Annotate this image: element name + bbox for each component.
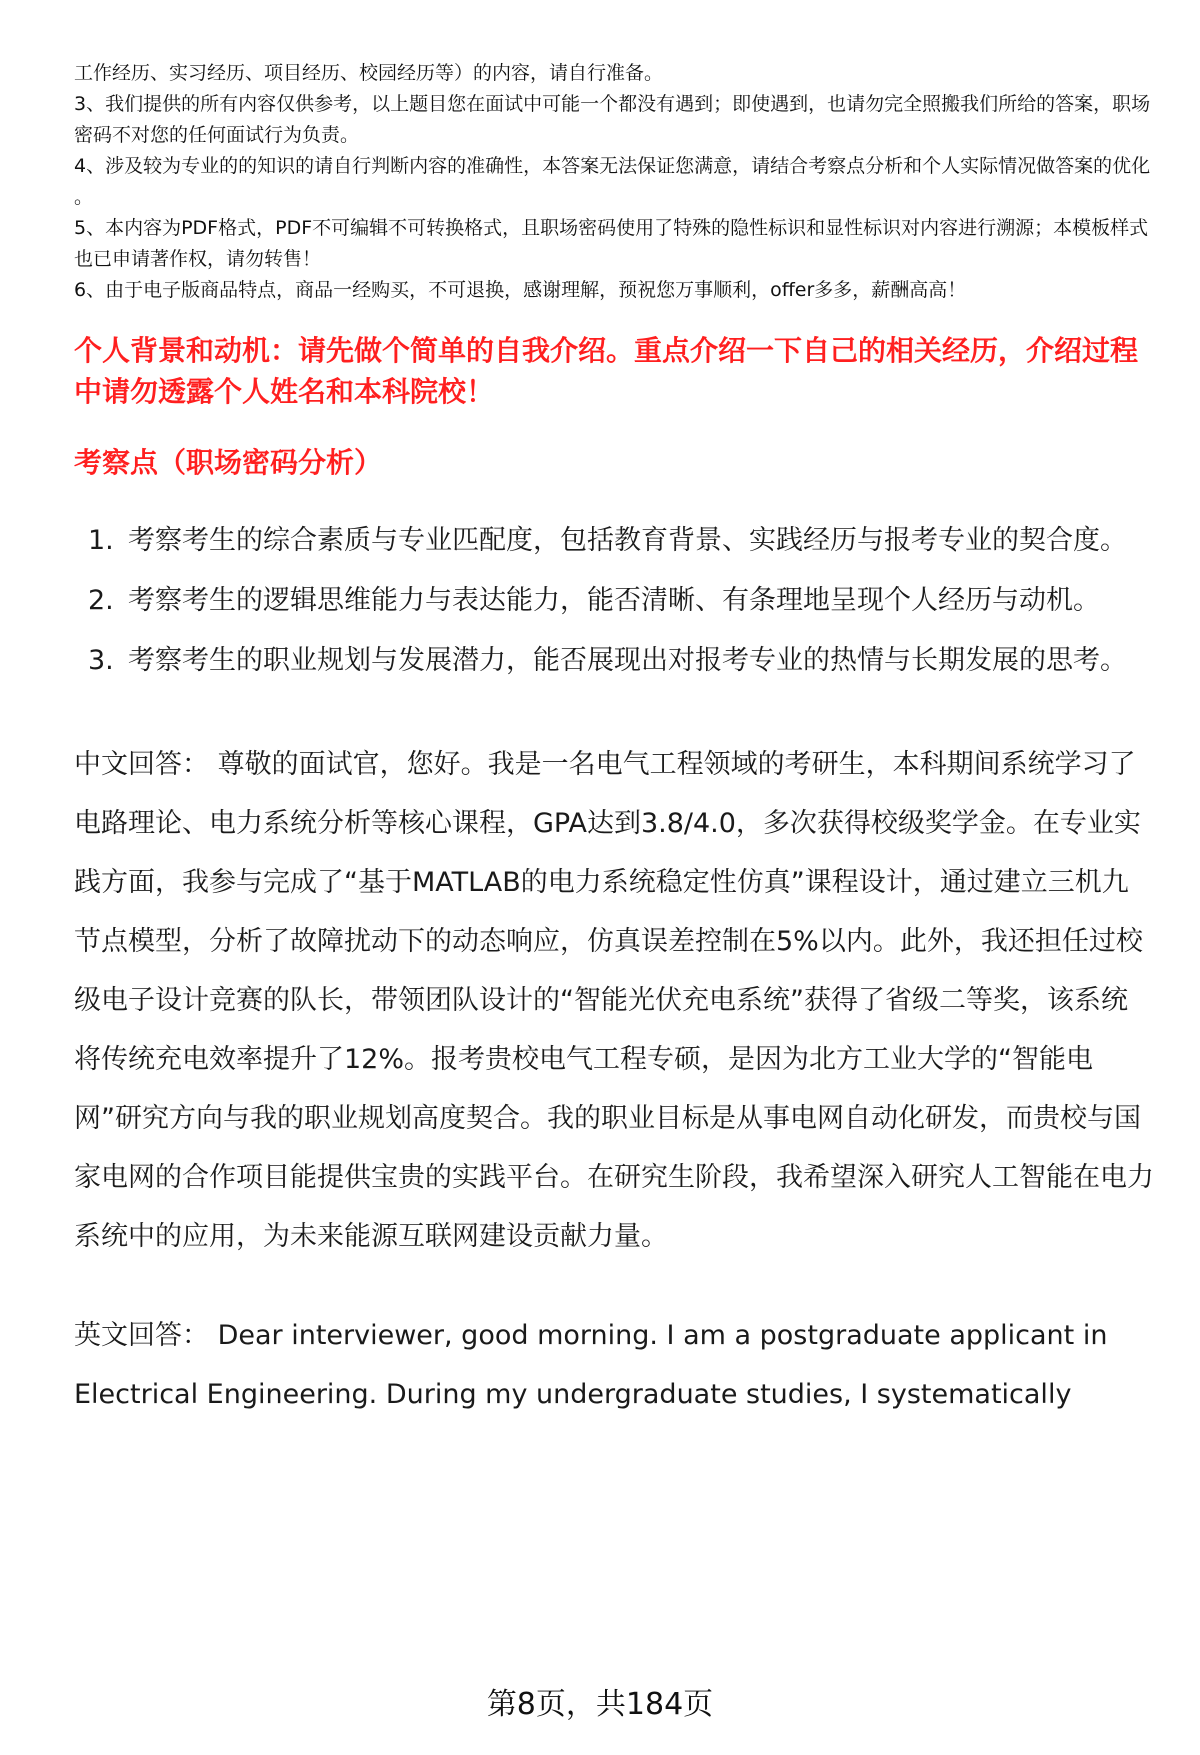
- page-number-footer: 第8页，共184页: [486, 1687, 714, 1722]
- note-line: 4、涉及较为专业的的知识的请自行判断内容的准确性，本答案无法保证您满意，请结合考察点分析和个人实际情况做答案的优化 。: [74, 155, 1151, 208]
- point-text: 考察考生的职业规划与发展潜力，能否展现出对报考专业的热情与长期发展的思考。: [128, 645, 1127, 676]
- document-page: [74, 58, 1154, 1424]
- point-number: 1.: [88, 525, 114, 556]
- analysis-point: [74, 631, 1154, 691]
- notes-block: [74, 58, 1154, 306]
- chinese-answer: 中文回答： 尊敬的面试官，您好。我是一名电气工程领域的考研生，本科期间系统学习了电路理论、电力系统分析等核心课程，GPA达到3.8/4.0，多次获得校级奖学金。在专业实践方面，我参与完成了“基于MATLAB的电力系统稳定性仿真”课程设计，通过建立三机九节点模型，分析了故障扰动下的动态响应，仿真误差控制在5%以内。此外，我还担任过校级电子设计竞赛的队长，带领团队设计的“智能光伏充电系统”获得了省级二等奖，该系统将传统充电效率提升了12%。报考贵校电气工程专硕，是因为北方工业大学的“智能电网”研究方向与我的职业规划高度契合。我的职业目标是从事电网自动化研发，而贵校与国家电网的合作项目能提供宝贵的实践平台。在研究生阶段，我希望深入研究人工智能在电力系统中的应用，为未来能源互联网建设贡献力量。: [74, 749, 1154, 1252]
- point-number: 2.: [88, 585, 114, 616]
- analysis-point: [74, 511, 1154, 571]
- english-answer: 英文回答： Dear interviewer, good morning. I am a postgraduate applicant in Electrical Engineering. During my undergraduate studies, I systematically: [74, 1320, 1108, 1410]
- analysis-points: [74, 511, 1154, 691]
- note-line: 5、本内容为PDF格式，PDF不可编辑不可转换格式，且职场密码使用了特殊的隐性标识和显性标识对内容进行溯源；本模板样式也已申请著作权，请勿转售！: [74, 217, 1149, 270]
- point-number: 3.: [88, 645, 114, 676]
- point-text: 考察考生的逻辑思维能力与表达能力，能否清晰、有条理地呈现个人经历与动机。: [128, 585, 1100, 616]
- note-line: 3、我们提供的所有内容仅供参考，以上题目您在面试中可能一个都没有遇到；即使遇到，也请勿完全照搬我们所给的答案，职场密码不对您的任何面试行为负责。: [74, 93, 1151, 146]
- note-line: 6、由于电子版商品特点，商品一经购买，不可退换，感谢理解，预祝您万事顺利，offer多多，薪酬高高！: [74, 279, 967, 301]
- point-text: 考察考生的综合素质与专业匹配度，包括教育背景、实践经历与报考专业的契合度。: [128, 525, 1127, 556]
- analysis-point: [74, 571, 1154, 631]
- note-line: 工作经历、实习经历、项目经历、校园经历等）的内容，请自行准备。: [74, 62, 664, 84]
- analysis-title: 考察点（职场密码分析）: [74, 446, 383, 479]
- question-heading: 个人背景和动机：请先做个简单的自我介绍。重点介绍一下自己的相关经历，介绍过程中请勿透露个人姓名和本科院校！: [74, 334, 1139, 408]
